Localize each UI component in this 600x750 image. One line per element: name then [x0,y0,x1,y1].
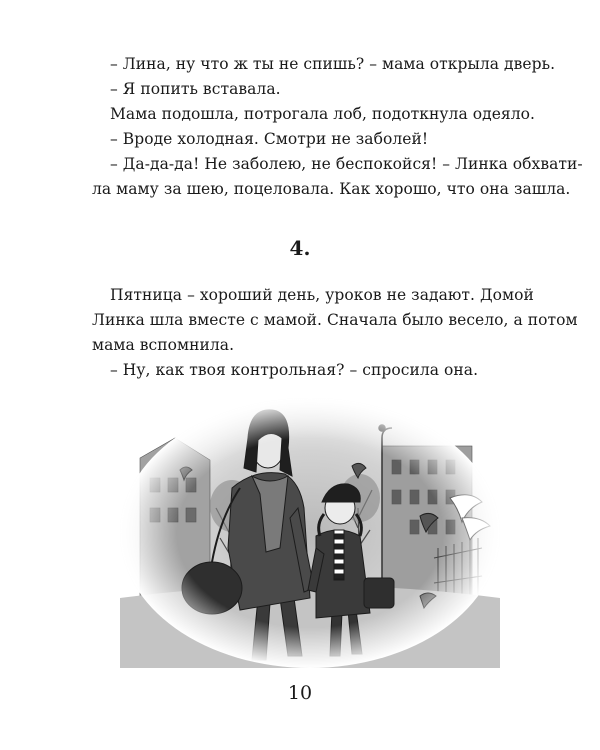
paragraph-line: – Ну, как твоя контрольная? – спросила она. [110,361,479,379]
paragraph-line: – Лина, ну что ж ты не спишь? – мама открыла дверь. [110,55,556,73]
illustration [120,398,500,668]
paragraph-line: – Вроде холодная. Смотри не заболей! [110,130,429,148]
chapter-heading: 4. [289,236,311,260]
paragraph-line: мама вспомнила. [92,336,235,354]
paragraph-line: Пятница – хороший день, уроков не задают. Домой [110,286,534,304]
paragraph-line: ла маму за шею, поцеловала. Как хорошо, что она зашла. [92,180,571,198]
page-number: 10 [287,682,313,704]
paragraph-line: – Я попить вставала. [110,80,281,98]
paragraph-line: – Да-да-да! Не заболею, не беспокойся! – Линка обхвати- [110,155,583,173]
paragraph-line: Мама подошла, потрогала лоб, подоткнула одеяло. [110,105,536,123]
paragraph-line: Линка шла вместе с мамой. Сначала было весело, а потом [92,311,578,329]
